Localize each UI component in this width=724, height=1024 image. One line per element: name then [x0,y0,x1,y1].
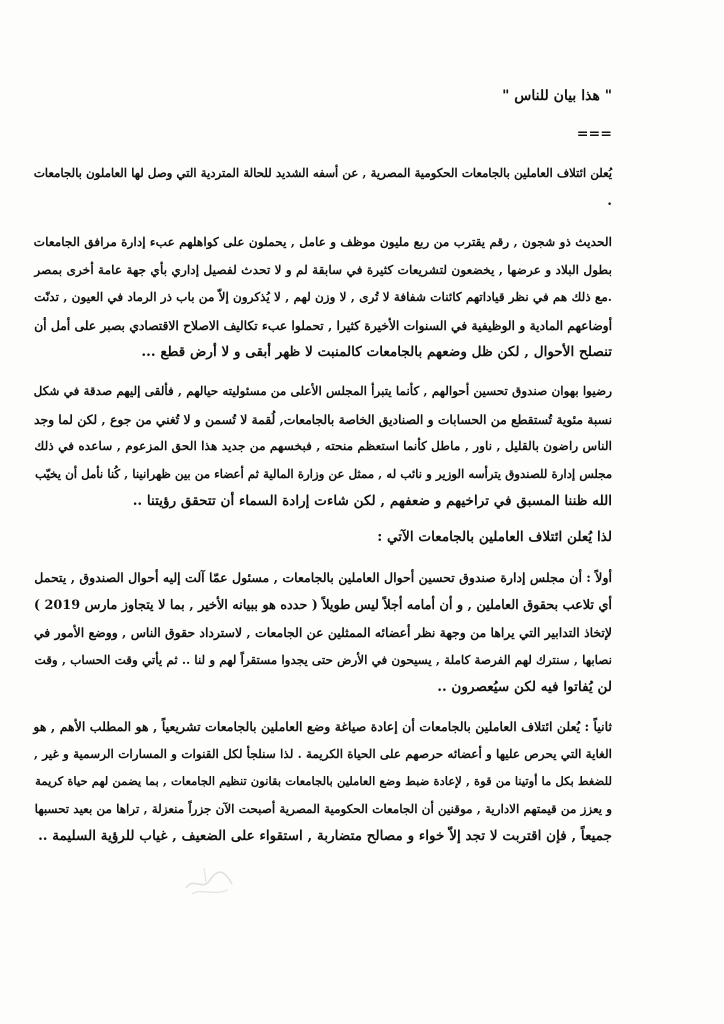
text-line: و يعزز من قيمتهم الادارية , موقنين أن الجامعات الحكومية المصرية أصبحت الآن جزراً منعزلة , تراها من بعيد تحسبها [34,801,612,816]
text-line: أوضاعهم المادية و الوظيفية في السنوات الأخيرة كثيرا , تحملوا عبء تكاليف الاصلاح الاقتصادي بصبر على أمل أن [34,317,612,333]
text-line: لذا يُعلن ائتلاف العاملين بالجامعات الآتي : [377,529,612,545]
text-line: الغاية التي يحرص عليها و أعضائه حرصهم على الحياة الكريمة . لذا سنلجأ لكل القنوات و المسارات الرسمية و غير , [33,746,612,761]
text-line: لن يُفاتوا فيه لكن سيُعصرون .. [437,679,612,696]
text-line: ثانياً : يُعلن ائتلاف العاملين بالجامعات أن إعادة صياغة وضع العاملين بالجامعات تشريعياً , هو المطلب الأهم , هو [33,719,612,734]
text-line: .مع ذلك هم في نظر قياداتهم كائنات شفافة لا تُرى , لا وزن لهم , لا يُذكرون إلاّ من باب ذر الرماد في العيون , تدنّت [34,290,612,305]
faint-signature-mark [180,858,240,900]
text-line: يُعلن ائتلاف العاملين بالجامعات الحكومية المصرية , عن أسفه الشديد للحالة المتردية التي وصل لها العاملون بالجامعات [33,166,612,180]
text-line: . [607,192,612,209]
text-line: مجلس إدارة للصندوق يترأسه الوزير و نائب له , ممثل عن وزارة المالية ثم أعضاء من بين ظهرانينا , كُنا نأمل أن يخيّب [35,466,612,481]
lead-in-line [22,524,612,552]
text-line: نسبة مئوية تُستقطع من الحسابات و الصناديق الخاصة بالجامعات, لُقمة لا تُسمن و لا تُغني من جوع , لكن لما وجد [34,411,612,427]
intro-paragraph [22,160,612,215]
text-line: أولاً : أن مجلس إدارة صندوق تحسين أحوال العاملين بالجامعات , مسئول عمّا آلت إليه أحوال الصندوق , يتحمل [34,570,612,585]
paragraph-second-point [22,713,612,851]
text-line: الله ظننا المسبق في تراخيهم و ضعفهم , لكن شاءت إرادة السماء أن تتحقق رؤيتنا .. [132,493,612,510]
text-line: الناس راضون بالقليل , ناور , ماطل كأنما استعظم منحته , فبخسهم من جديد هذا الحق المزعوم , ساعده في ذلك [34,439,612,454]
text-line: أي تلاعب بحقوق العاملين , و أن أمامه أجلاً ليس طويلاً ( حدده هو ببيانه الأخير , بما لا يتجاوز مارس 2019 ) [33,597,612,613]
document-title: " هذا بيان للناس " [502,88,612,104]
text-line: رضيوا بهوان صندوق تحسين أحوالهم , كأنما يتبرأ المجلس الأعلى من مسئوليته حيالهم , فألقى إليهم صدقة في شكل [33,384,612,398]
paragraph-first-point [22,564,612,702]
text-line: بطول البلاد و عرضها , يخضعون لتشريعات كثيرة في سابقة لم و لا تحدث لفصيل إداري بأي جهة عامة أخرى بمصر [34,262,612,277]
text-line: جميعاً , فإن اقتربت لا تجد إلاّ خواء و مصالح متضاربة , استقواء على الضعيف , غياب للرؤية السليمة .. [38,828,612,845]
paragraph-2 [22,378,612,516]
paragraph-1 [22,229,612,367]
text-line: للضغط بكل ما أوتينا من قوة , لإعادة ضبط وضع العاملين بالجامعات بقانون تنظيم الجامعات , بما يضمن لهم حياة كريمة [35,774,612,789]
text-line: نصابها , سنترك لهم الفرصة كاملة , يسيحون في الأرض حتى يجدوا مستقراً لهم و لنا .. ثم يأتي وقت الحساب , وقت [34,652,612,667]
text-line: تنصلح الأحوال , لكن ظل وضعهم بالجامعات كالمنبت لا ظهر أبقى و لا أرض قطع ... [141,344,612,361]
text-line: الحديث ذو شجون , رقم يقترب من ربع مليون موظف و عامل , يحملون على كواهلهم عبء إدارة مرافق الجامعات [33,235,612,249]
separator-mark: === [576,126,612,142]
text-line: لإتخاذ التدابير التي يراها من وجهة نظر أعضائه الممثلين عن الجامعات , لاسترداد حقوق الناس , ووضع الأمور في [33,625,612,641]
